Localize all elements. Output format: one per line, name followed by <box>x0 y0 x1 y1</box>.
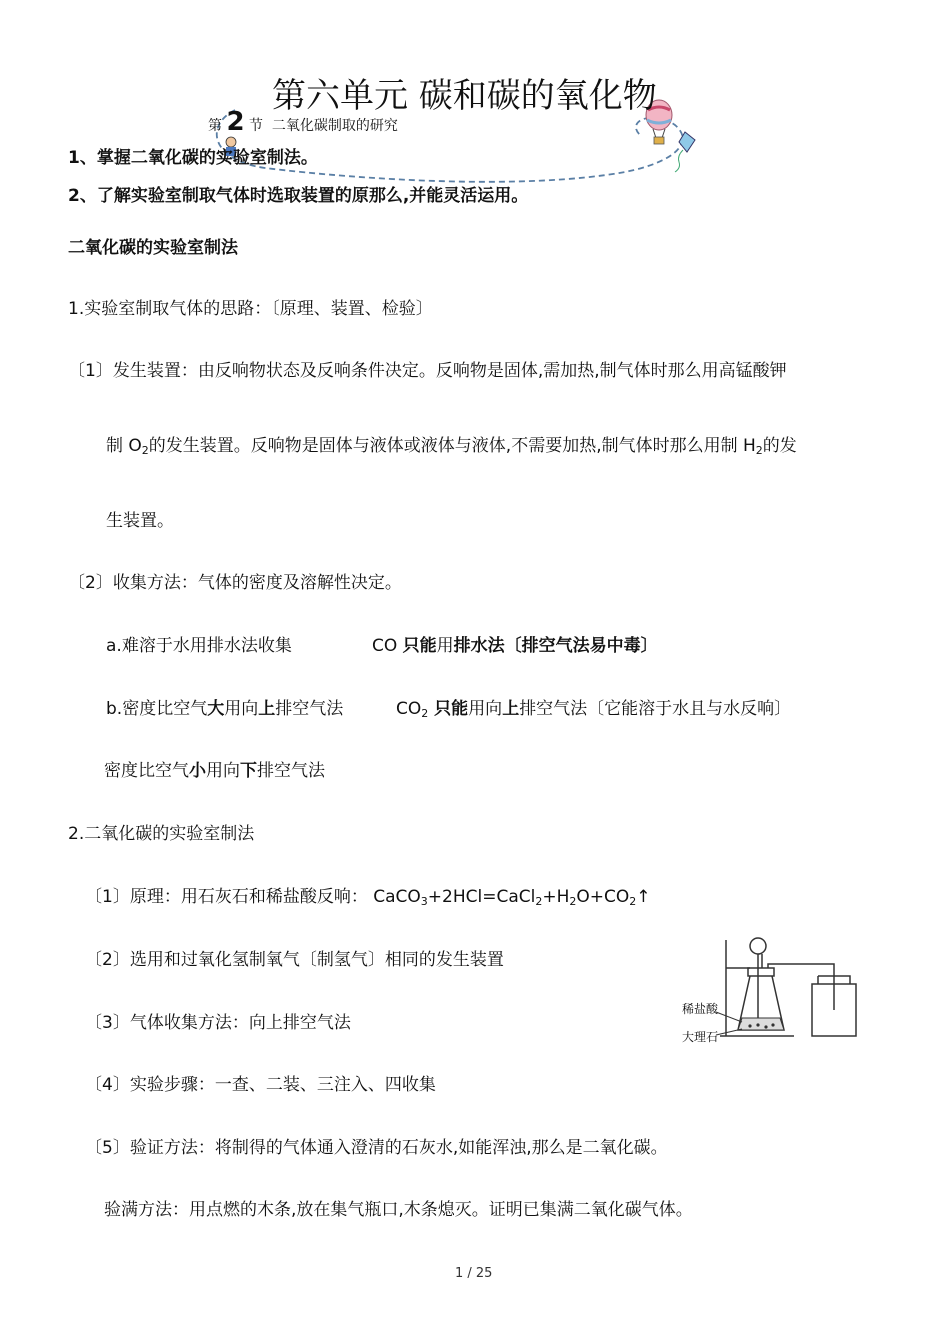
part1-item2-a-right <box>372 634 658 658</box>
label-dilute-hcl: 稀盐酸 <box>682 1002 719 1016</box>
bold-run: 只能 <box>428 699 469 719</box>
part1-title: 1.实验室制取气体的思路：〔原理、装置、检验〕 <box>68 299 433 319</box>
part2-item3: 〔3〕气体收集方法：向上排空气法 <box>85 1013 351 1033</box>
part1-item2-b-left <box>106 697 343 721</box>
text-run: 用 <box>436 636 454 656</box>
bold-run: 排水法〔排空气法易中毒〕 <box>453 636 658 656</box>
text-run: 的发生装置。反响物是固体与液体或液体与液体,不需要加热,制气体时那么用制 H <box>148 436 756 456</box>
subscript: 2 <box>535 895 543 908</box>
bold-run: 小 <box>189 761 206 781</box>
text-run: 用向 <box>224 699 259 719</box>
text-run: 〔1〕原理：用石灰石和稀盐酸反响： CaCO <box>85 887 421 907</box>
bold-run: 上 <box>258 699 276 719</box>
kite-icon <box>675 132 695 172</box>
text-run: 排空气法 <box>275 699 344 719</box>
page-title: 第六单元 碳和碳的氧化物 <box>272 76 657 116</box>
objective-1: 1、掌握二氧化碳的实验室制法。 <box>68 148 318 168</box>
subscript: 2 <box>569 895 577 908</box>
text-run: +2HCl=CaCl <box>427 887 536 907</box>
text-run: CO <box>372 636 403 656</box>
part1-item1-line1: 〔1〕发生装置：由反响物状态及反响条件决定。反响物是固体,需加热,制气体时那么用高锰酸钾 <box>68 361 787 381</box>
bold-run: 下 <box>240 761 257 781</box>
label-marble: 大理石 <box>682 1030 719 1044</box>
section-title: 二氧化碳制取的研究 <box>271 118 398 134</box>
part1-item2-b-right <box>396 697 791 721</box>
part1-item2-c <box>104 759 325 783</box>
text-run: O+CO <box>576 887 630 907</box>
section-number: 2 <box>226 107 245 137</box>
subscript: 2 <box>141 444 149 457</box>
objective-2: 2、了解实验室制取气体时选取装置的原那么,并能灵活运用。 <box>68 186 529 206</box>
page-number: 1 / 25 <box>455 1266 493 1281</box>
text-run: 排空气法 <box>257 761 325 781</box>
part2-title: 2.二氧化碳的实验室制法 <box>68 824 255 844</box>
section-suffix: 节 <box>249 118 263 134</box>
bold-run: 只能 <box>402 636 437 656</box>
bold-run: 上 <box>502 699 520 719</box>
text-run: 排空气法〔它能溶于水且与水反响〕 <box>519 699 792 719</box>
subscript: 2 <box>755 444 763 457</box>
part1-item1-line3: 生装置。 <box>106 511 174 531</box>
text-run: 用向 <box>468 699 503 719</box>
text-run: CO <box>396 699 422 719</box>
part1-item2-a-left: a.难溶于水用排水法收集 <box>106 636 292 656</box>
section-line <box>208 107 398 137</box>
part2-item4: 〔4〕实验步骤：一查、二装、三注入、四收集 <box>85 1075 436 1095</box>
subscript: 3 <box>420 895 428 908</box>
subscript: 2 <box>629 895 637 908</box>
text-run: 制 O <box>106 436 142 456</box>
text-run: b.密度比空气 <box>106 699 208 719</box>
text-run: 密度比空气 <box>104 761 189 781</box>
section-prefix: 第 <box>208 118 222 134</box>
part1-item2-title: 〔2〕收集方法：气体的密度及溶解性决定。 <box>68 573 402 593</box>
bold-run: 大 <box>207 699 225 719</box>
part2-item1 <box>85 885 651 909</box>
text-run: +H <box>542 887 570 907</box>
section-heading: 二氧化碳的实验室制法 <box>68 238 238 258</box>
part2-item2: 〔2〕选用和过氧化氢制氧气〔制氢气〕相同的发生装置 <box>85 950 504 970</box>
part2-item6: 验满方法：用点燃的木条,放在集气瓶口,木条熄灭。证明已集满二氧化碳气体。 <box>104 1200 693 1220</box>
subscript: 2 <box>421 707 429 720</box>
text-run: ↑ <box>636 887 651 907</box>
part1-item1-line2 <box>106 434 797 458</box>
text-run: 用向 <box>206 761 240 781</box>
part2-item5: 〔5〕验证方法：将制得的气体通入澄清的石灰水,如能浑浊,那么是二氧化碳。 <box>85 1138 668 1158</box>
text-run: 的发 <box>762 436 797 456</box>
